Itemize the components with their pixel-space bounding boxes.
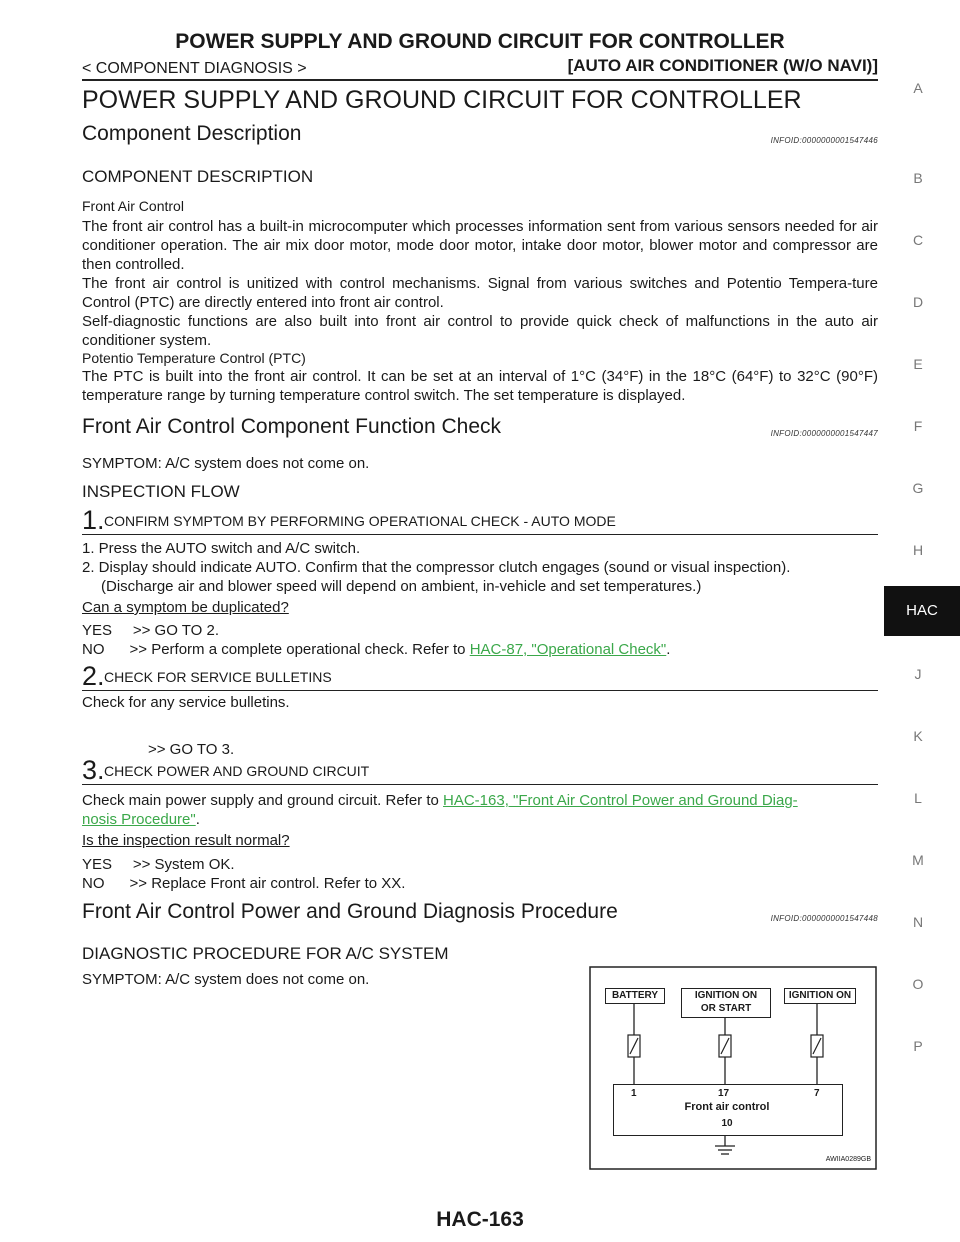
subheading-diagnostic-procedure: DIAGNOSTIC PROCEDURE FOR A/C SYSTEM bbox=[82, 944, 449, 963]
ignition-on-box: IGNITION ON bbox=[784, 988, 856, 1004]
figure-code: AWIIA0289GB bbox=[825, 1156, 871, 1163]
link-power-ground-diagnosis-cont[interactable]: nosis Procedure" bbox=[82, 811, 196, 828]
step-1-line-1: 1. Press the AUTO switch and A/C switch. bbox=[82, 540, 361, 557]
pin-1: 1 bbox=[631, 1088, 637, 1099]
side-tab-j[interactable]: J bbox=[914, 666, 922, 682]
subheading-ptc: Potentio Temperature Control (PTC) bbox=[82, 350, 306, 366]
step-3-header bbox=[82, 756, 878, 785]
step-title: CONFIRM SYMPTOM BY PERFORMING OPERATIONAL CHECK - AUTO MODE bbox=[104, 513, 616, 529]
header-title: POWER SUPPLY AND GROUND CIRCUIT FOR CONTROLLER bbox=[175, 30, 785, 53]
side-tab-f[interactable]: F bbox=[913, 418, 923, 434]
step-1-header bbox=[82, 506, 878, 535]
link-operational-check[interactable]: HAC-87, "Operational Check" bbox=[469, 641, 667, 658]
step-3-yes: YES >> System OK. bbox=[82, 856, 235, 873]
symptom-text: SYMPTOM: A/C system does not come on. bbox=[82, 971, 370, 988]
subheading-component-description: COMPONENT DESCRIPTION bbox=[82, 167, 314, 186]
subheading-front-air-control: Front Air Control bbox=[82, 198, 184, 214]
paragraph-fac bbox=[82, 217, 878, 350]
step-title: CHECK POWER AND GROUND CIRCUIT bbox=[104, 763, 370, 779]
page-title: POWER SUPPLY AND GROUND CIRCUIT FOR CONTROLLER bbox=[82, 86, 802, 114]
step-3-answers bbox=[82, 855, 878, 893]
pin-10: 10 bbox=[721, 1118, 733, 1129]
side-tab-g[interactable]: G bbox=[912, 480, 924, 496]
controller-label: Front air control bbox=[684, 1101, 770, 1113]
step-3-question: Is the inspection result normal? bbox=[82, 832, 290, 849]
section-diagnosis-procedure-title: Front Air Control Power and Ground Diagnosis Procedure bbox=[82, 900, 618, 923]
symptom-text: SYMPTOM: A/C system does not come on. bbox=[82, 455, 370, 472]
battery-box: BATTERY bbox=[605, 988, 665, 1004]
side-tab-p[interactable]: P bbox=[913, 1038, 923, 1054]
ignition-start-box: IGNITION ON OR START bbox=[681, 988, 771, 1018]
side-tab-h[interactable]: H bbox=[912, 542, 924, 558]
side-tab-o[interactable]: O bbox=[912, 976, 924, 992]
step-1-question: Can a symptom be duplicated? bbox=[82, 599, 289, 616]
section-function-check-title: Front Air Control Component Function Check bbox=[82, 415, 502, 438]
side-tab-c[interactable]: C bbox=[912, 232, 924, 248]
info-id: INFOID:0000000001547446 bbox=[770, 136, 878, 145]
step-number: 3. bbox=[82, 755, 105, 785]
step-1-yes: YES >> GO TO 2. bbox=[82, 622, 220, 639]
step-2-body: Check for any service bulletins. bbox=[82, 694, 290, 711]
side-tab-hac[interactable]: HAC bbox=[884, 586, 960, 636]
side-tab-m[interactable]: M bbox=[912, 852, 924, 868]
info-id: INFOID:0000000001547447 bbox=[770, 429, 878, 438]
inspection-flow-heading: INSPECTION FLOW bbox=[82, 482, 240, 501]
side-tab-d[interactable]: D bbox=[912, 294, 924, 310]
pin-17: 17 bbox=[718, 1088, 730, 1099]
link-power-ground-diagnosis[interactable]: HAC-163, "Front Air Control Power and Ground Diag- bbox=[443, 792, 798, 809]
header-rule bbox=[82, 79, 878, 81]
step-1-line-3: (Discharge air and blower speed will depend on ambient, in-vehicle and set temperatures.) bbox=[101, 578, 702, 595]
header-section: [AUTO AIR CONDITIONER (W/O NAVI)] bbox=[567, 56, 878, 75]
side-tab-n[interactable]: N bbox=[912, 914, 924, 930]
step-number: 2. bbox=[82, 661, 105, 691]
side-tab-a[interactable]: A bbox=[913, 80, 923, 96]
paragraph-ptc: The PTC is built into the front air control. It can be set at an interval of 1°C (34°F) in the 18°C (64°F) to 32°C (90°F) temperature range by turning temperature control switch. The set temperature is displayed. bbox=[82, 368, 878, 404]
header-breadcrumb: < COMPONENT DIAGNOSIS > bbox=[82, 60, 307, 77]
step-3-body: Check main power supply and ground circuit. Refer to HAC-163, "Front Air Control Power and Ground Diag- nosis Procedure". bbox=[82, 792, 798, 828]
section-component-description-title: Component Description bbox=[82, 122, 302, 145]
paragraph-fac-1: The front air control has a built-in microcomputer which processes information sent from various sensors needed for air conditioner operation. The air mix door motor, mode door motor, intake door motor, blower motor and compressor are then controlled. bbox=[82, 218, 878, 273]
pin-7: 7 bbox=[814, 1088, 820, 1099]
step-1-no: NO >> Perform a complete operational check. Refer to HAC-87, "Operational Check". bbox=[82, 641, 671, 658]
step-1-body bbox=[82, 539, 878, 596]
wiring-diagram bbox=[589, 966, 877, 1170]
paragraph-fac-3: Self-diagnostic functions are also built into front air control to provide quick check of malfunctions in the auto air conditioner system. bbox=[82, 313, 878, 349]
side-tab-b[interactable]: B bbox=[913, 170, 923, 186]
info-id: INFOID:0000000001547448 bbox=[770, 914, 878, 923]
side-tab-k[interactable]: K bbox=[913, 728, 923, 744]
step-3-no: NO >> Replace Front air control. Refer to XX. bbox=[82, 875, 406, 892]
step-2-header bbox=[82, 662, 878, 691]
side-tab-e[interactable]: E bbox=[913, 356, 923, 372]
paragraph-fac-2: The front air control is unitized with control mechanisms. Signal from various switches and Potentio Tempera-ture Control (PTC) are directly entered into front air control. bbox=[82, 275, 878, 311]
step-title: CHECK FOR SERVICE BULLETINS bbox=[104, 669, 332, 685]
step-2-go: >> GO TO 3. bbox=[148, 741, 235, 758]
side-tab-l[interactable]: L bbox=[914, 790, 922, 806]
step-1-answers bbox=[82, 621, 878, 659]
step-1-line-2: 2. Display should indicate AUTO. Confirm that the compressor clutch engages (sound or visual inspection). bbox=[82, 559, 791, 576]
page-number: HAC-163 bbox=[436, 1208, 524, 1231]
step-number: 1. bbox=[82, 505, 105, 535]
